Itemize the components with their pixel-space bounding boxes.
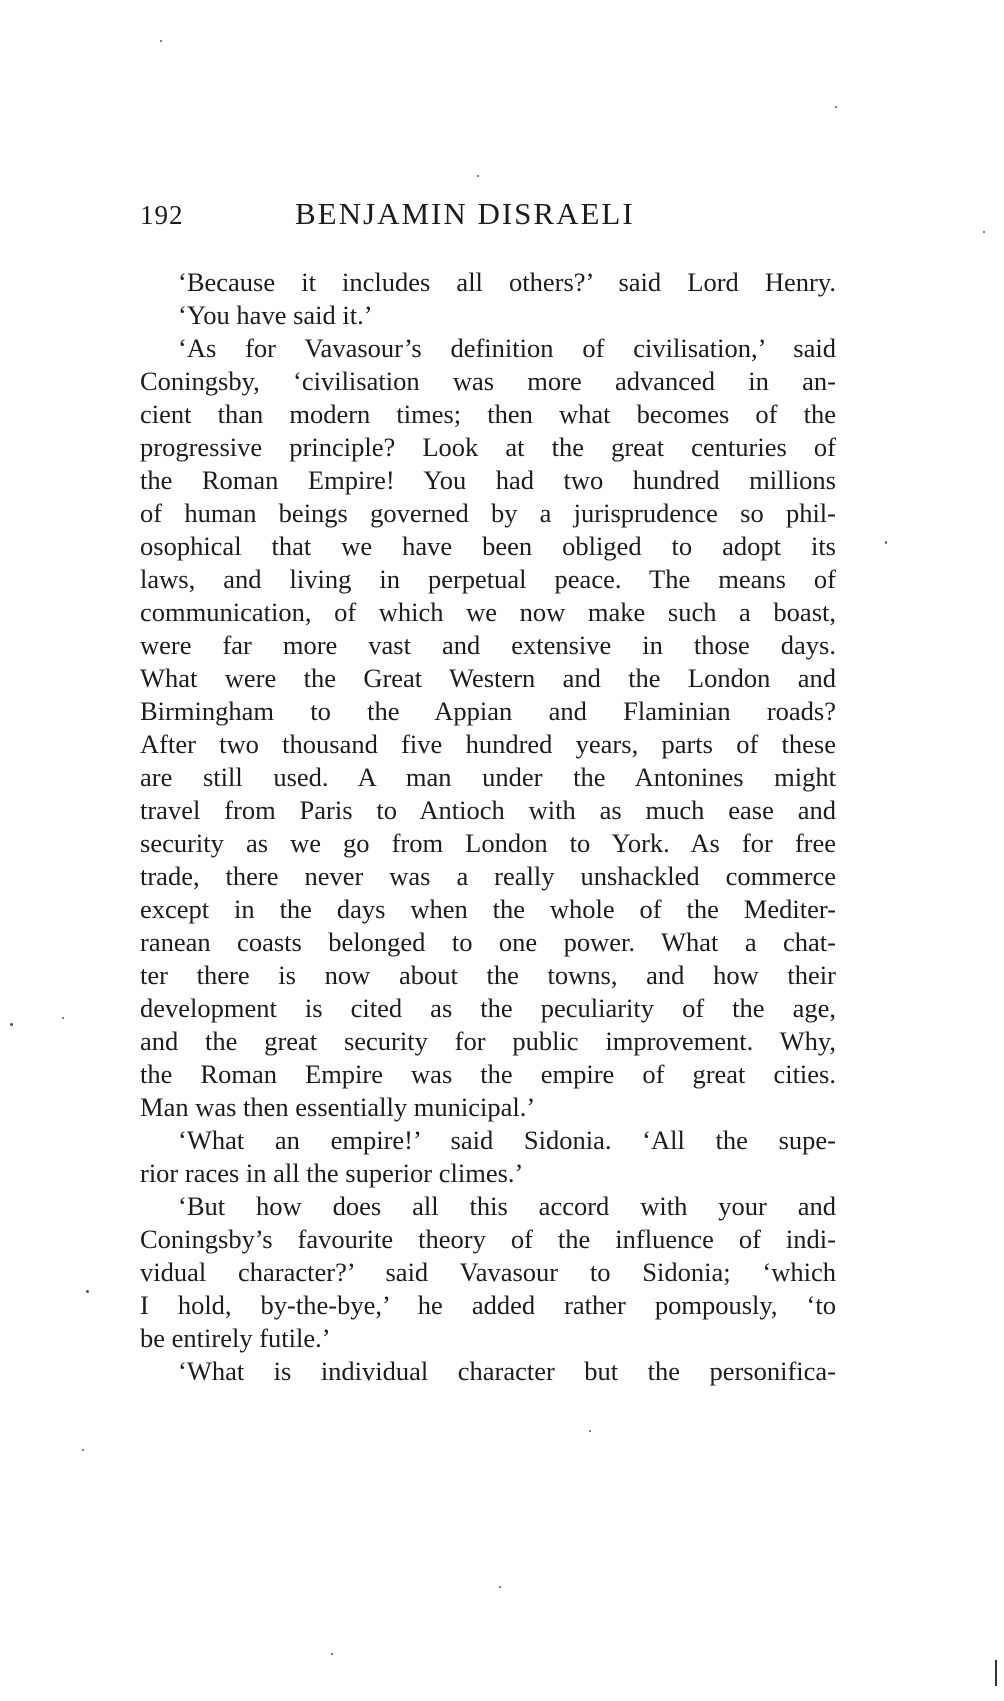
text-line: After two thousand five hundred years, parts of these xyxy=(140,729,836,759)
text-line: Coningsby’s favourite theory of the influence of indi- xyxy=(140,1224,836,1254)
text-line: ‘You have said it.’ xyxy=(178,300,373,330)
scan-speck xyxy=(86,1290,89,1293)
text-line: Birmingham to the Appian and Flaminian roads? xyxy=(140,696,836,726)
text-line: cient than modern times; then what becomes of the xyxy=(140,399,836,429)
text-line: laws, and living in perpetual peace. The means of xyxy=(140,564,836,594)
scan-speck xyxy=(82,1449,84,1451)
scan-speck xyxy=(160,40,162,42)
page-number: 192 xyxy=(140,200,184,230)
scan-speck xyxy=(835,106,837,108)
text-line: were far more vast and extensive in those days. xyxy=(140,630,836,660)
text-line: travel from Paris to Antioch with as much ease and xyxy=(140,795,836,825)
text-line: Coningsby, ‘civilisation was more advanced in an- xyxy=(140,366,836,396)
text-line: ter there is now about the towns, and how their xyxy=(140,960,836,990)
text-line: rior races in all the superior climes.’ xyxy=(140,1158,524,1188)
text-line: What were the Great Western and the London and xyxy=(140,663,836,693)
scan-speck xyxy=(885,541,887,544)
text-line: vidual character?’ said Vavasour to Sidonia; ‘which xyxy=(140,1257,836,1287)
page-header xyxy=(140,196,840,240)
text-line: security as we go from London to York. As for free xyxy=(140,828,836,858)
text-line: communication, of which we now make such a boast, xyxy=(140,597,836,627)
scan-speck xyxy=(62,1017,64,1019)
scan-edge-mark xyxy=(995,1660,997,1686)
scan-speck xyxy=(331,1653,333,1655)
text-line: are still used. A man under the Antonines might xyxy=(140,762,836,792)
text-line: progressive principle? Look at the great centuries of xyxy=(140,432,836,462)
text-line: the Roman Empire was the empire of great cities. xyxy=(140,1059,836,1089)
text-line: of human beings governed by a jurisprudence so phil- xyxy=(140,498,836,528)
text-line: ranean coasts belonged to one power. What a chat- xyxy=(140,927,836,957)
scan-speck xyxy=(589,1430,591,1432)
text-line: except in the days when the whole of the Mediter- xyxy=(140,894,836,924)
text-line: trade, there never was a really unshackled commerce xyxy=(140,861,836,891)
running-head: BENJAMIN DISRAELI xyxy=(295,196,635,231)
body-text xyxy=(140,266,836,1388)
text-line: Man was then essentially municipal.’ xyxy=(140,1092,536,1122)
scan-speck xyxy=(499,1586,501,1588)
text-line: ‘Because it includes all others?’ said Lord Henry. xyxy=(178,267,836,297)
scan-speck xyxy=(983,231,985,233)
text-line: ‘What is individual character but the personifica- xyxy=(178,1356,836,1386)
text-line: be entirely futile.’ xyxy=(140,1323,331,1353)
text-line: development is cited as the peculiarity of the age, xyxy=(140,993,836,1023)
text-line: and the great security for public improvement. Why, xyxy=(140,1026,836,1056)
text-line: ‘But how does all this accord with your and xyxy=(178,1191,836,1221)
text-line: osophical that we have been obliged to adopt its xyxy=(140,531,836,561)
text-line: I hold, by-the-bye,’ he added rather pompously, ‘to xyxy=(140,1290,836,1320)
text-line: the Roman Empire! You had two hundred millions xyxy=(140,465,836,495)
scan-speck xyxy=(10,1023,13,1026)
text-line: ‘As for Vavasour’s definition of civilisation,’ said xyxy=(178,333,836,363)
text-line: ‘What an empire!’ said Sidonia. ‘All the supe- xyxy=(178,1125,836,1155)
scan-speck xyxy=(477,175,479,177)
